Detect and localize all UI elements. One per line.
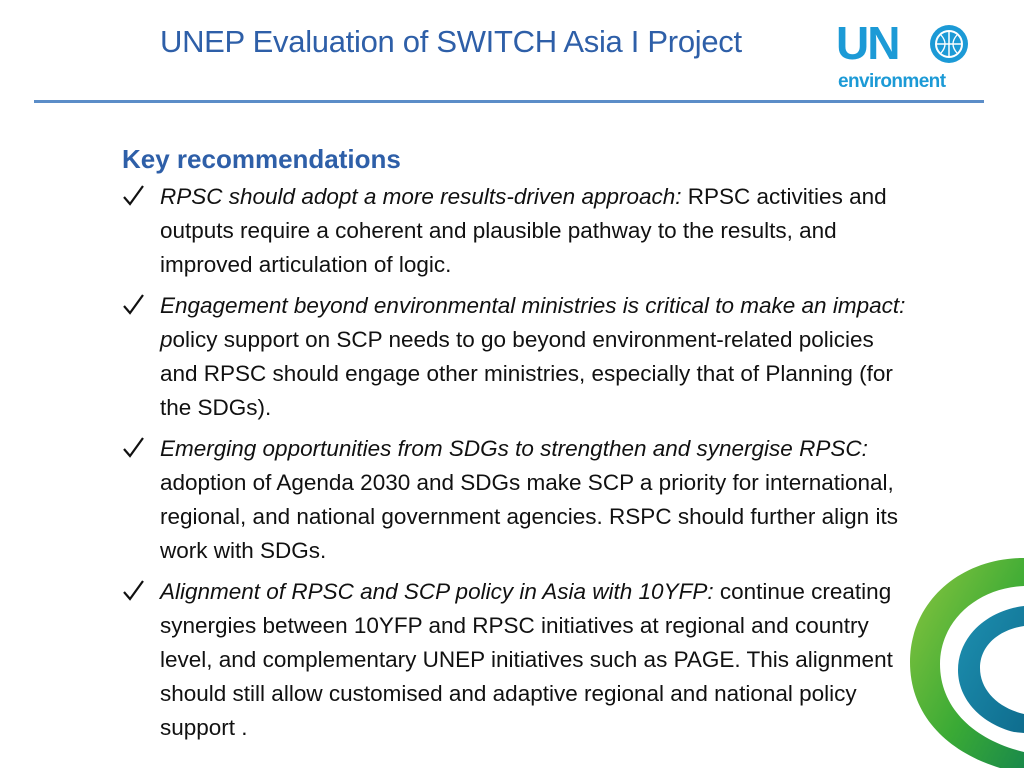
checkmark-icon (122, 289, 146, 323)
recommendation-text: continue creating synergies between 10YFP and RPSC initiatives at regional and country level, and complementary UNEP initiatives such as PAGE. This alignment should still allow customised and adaptive regional and national policy support . (160, 579, 893, 740)
list-item (122, 289, 912, 425)
recommendation-lead: Emerging opportunities from SDGs to strengthen and synergise RPSC: (160, 436, 868, 461)
title-divider (34, 100, 984, 103)
logo-environment-text: environment (838, 71, 946, 92)
content-area (122, 142, 912, 752)
recommendation-text: adoption of Agenda 2030 and SDGs make SCP a priority for international, regional, and national government agencies. RSPC should further align its work with SDGs. (160, 470, 898, 563)
recommendations-list (122, 180, 912, 745)
list-item (122, 180, 912, 282)
recommendation-text: olicy support on SCP needs to go beyond environment-related policies and RPSC should engage other ministries, especially that of Planning (for the SDGs). (160, 327, 893, 420)
logo-un-text: UN (836, 17, 899, 69)
slide-title: UNEP Evaluation of SWITCH Asia I Project (160, 24, 742, 59)
un-emblem-icon (928, 23, 970, 65)
checkmark-icon (122, 575, 146, 609)
checkmark-icon (122, 432, 146, 466)
recommendation-text: RPSC activities and outputs require a coherent and plausible pathway to the results, and improved articulation of logic. (160, 184, 887, 277)
recommendation-lead: RPSC should adopt a more results-driven approach: (160, 184, 682, 209)
section-heading: Key recommendations (122, 144, 401, 174)
recommendation-lead: Engagement beyond environmental ministries is critical to make an impact: p (160, 293, 906, 352)
list-item (122, 575, 912, 745)
un-environment-logo (836, 17, 976, 94)
recommendation-lead: Alignment of RPSC and SCP policy in Asia with 10YFP: (160, 579, 714, 604)
checkmark-icon (122, 180, 146, 214)
list-item (122, 432, 912, 568)
green-swirl-icon (900, 540, 1024, 768)
